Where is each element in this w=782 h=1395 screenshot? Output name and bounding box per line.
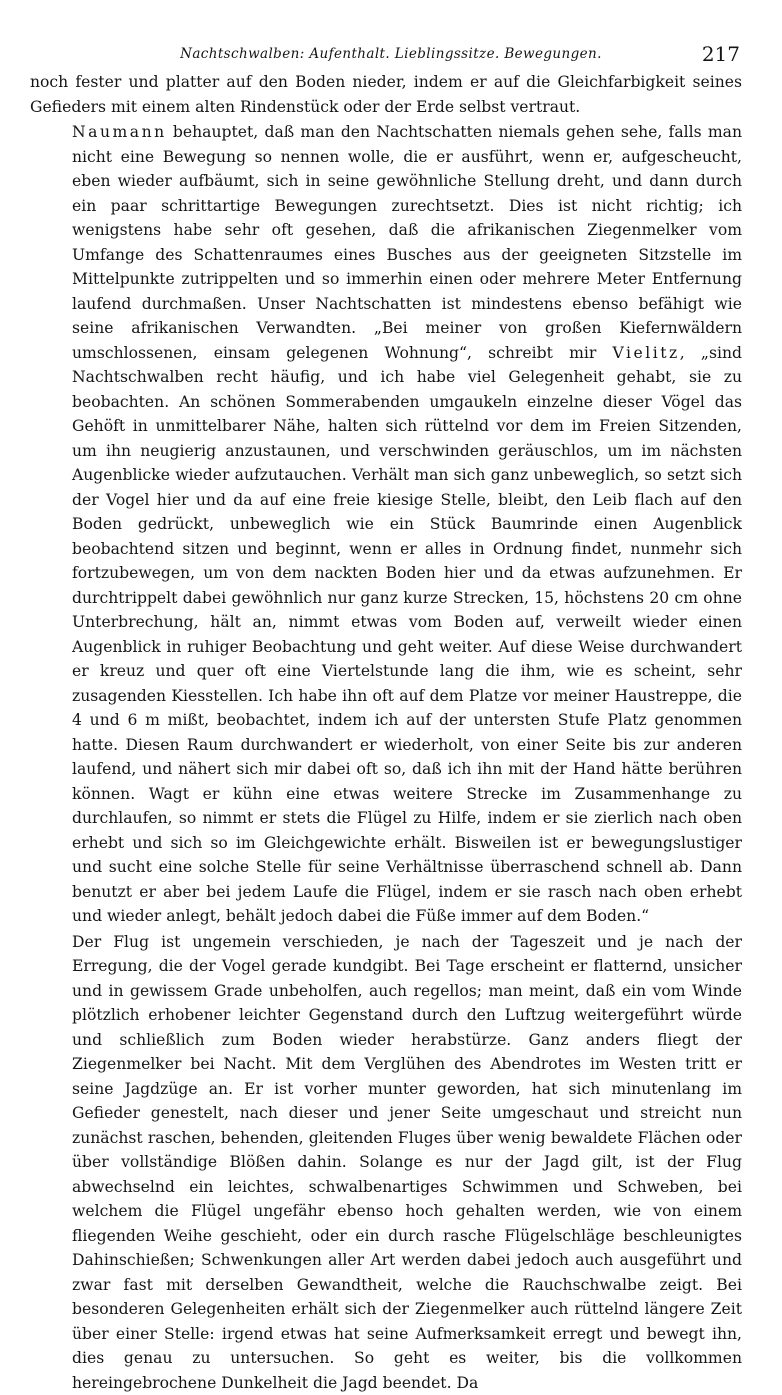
paragraph-1-first-line: noch fester und platter auf den Boden nieder, indem er auf die Gleichfarbigkeit seines <box>30 73 742 91</box>
author-name-vielitz: Vielitz <box>613 344 680 362</box>
paragraph-2-text-a: behauptet, daß man den Nachtschatten niemals gehen sehe, falls man nicht eine Bewegung so nennen wolle, die er ausführt, wenn er, aufgescheucht, eben wieder aufbäumt, sich in seine gewöhnliche Stellung dreht, und dann durch ein paar schrittartige Bewegungen zurechtsetzt. Dies ist nicht richtig; ich wenigstens habe sehr oft gesehen, daß die afrikanischen Ziegenmelker vom Umfange des Schattenraumes eines Busches aus der geeigneten Sitzstelle im Mittelpunkte zutrippelten und so immerhin einen oder mehrere Meter Entfernung laufend durchmaßen. Unser Nachtschatten ist mindestens ebenso befähigt wie seine afrikanischen Verwandten. „Bei meiner von großen Kiefernwäldern umschlossenen, einsam gelegenen Wohnung“, schreibt mir <box>72 123 742 362</box>
page-number: 217 <box>702 42 740 66</box>
paragraph-1 <box>30 70 742 119</box>
paragraph-3: Der Flug ist ungemein verschieden, je nach der Tageszeit und je nach der Erregung, die der Vogel gerade kundgibt. Bei Tage erscheint er flatternd, unsicher und in gewissem Grade unbeholfen, auch regellos; man meint, daß ein vom Winde plötzlich erhobener leichter Gegenstand durch den Luftzug weitergeführt würde und schließlich zum Boden wieder herabstürze. Ganz anders fliegt der Ziegenmelker bei Nacht. Mit dem Verglühen des Abendrotes im Westen tritt er seine Jagdzüge an. Er ist vorher munter geworden, hat sich minutenlang im Gefieder genestelt, nach dieser und jener Seite umgeschaut und streicht nun zunächst raschen, behenden, gleitenden Fluges über wenig bewaldete Flächen oder über vollständige Blößen dahin. Solange es nur der Jagd gilt, ist der Flug abwechselnd ein leichtes, schwalbenartiges Schwimmen und Schweben, bei welchem die Flügel ungefähr ebenso hoch gehalten werden, wie von einem fliegenden Weihe geschieht, oder ein durch rasche Flügelschläge beschleunigtes Dahinschießen; Schwenkungen aller Art werden dabei jedoch auch ausgeführt und zwar fast mit derselben Gewandtheit, welche die Rauchschwalbe zeigt. Bei besonderen Gelegenheiten erhält sich der Ziegenmelker auch rüttelnd längere Zeit über einer Stelle: irgend etwas hat seine Aufmerksamkeit erregt und bewegt ihn, dies genau zu untersuchen. So geht es weiter, bis die vollkommen hereingebrochene Dunkelheit die Jagd beendet. Da <box>30 930 742 1395</box>
paragraph-2-text-b: , „sind Nachtschwalben recht häufig, und ich habe viel Gelegenheit gehabt, sie zu beobachten. An schönen Sommerabenden umgaukeln einzelne dieser Vögel das Gehöft in unmittelbarer Nähe, halten sich rüttelnd vor dem im Freien Sitzenden, um ihn neugierig anzustaunen, und verschwinden geräuschlos, um im nächsten Augenblicke wieder aufzutauchen. Verhält man sich ganz unbeweglich, so setzt sich der Vogel hier und da auf eine freie kiesige Stelle, bleibt, den Leib flach auf den Boden gedrückt, unbeweglich wie ein Stück Baumrinde einen Augenblick beobachtend sitzen und beginnt, wenn er alles in Ordnung findet, nunmehr sich fortzubewegen, um von dem nackten Boden hier und da etwas aufzunehmen. Er durchtrippelt dabei gewöhnlich nur ganz kurze Strecken, 15, höchstens 20 cm ohne Unterbrechung, hält an, nimmt etwas vom Boden auf, verweilt wieder einen Augenblick in ruhiger Beobachtung und geht weiter. Auf diese Weise durchwandert er kreuz und quer oft eine Viertelstunde lang die ihm, wie es scheint, sehr zusagenden Kiesstellen. Ich habe ihn oft auf dem Platze vor meiner Haustreppe, die 4 und 6 m mißt, beobachtet, indem ich auf der untersten Stufe Platz genommen hatte. Diesen Raum durchwandert er wiederholt, von einer Seite bis zur anderen laufend, und nähert sich mir dabei oft so, daß ich ihn mit der Hand hätte berühren können. Wagt er kühn eine etwas weitere Strecke im Zusammenhange zu durchlaufen, so nimmt er stets die Flügel zu Hilfe, indem er sie zierlich nach oben erhebt und sich so im Gleichgewichte erhält. Bisweilen ist er bewegungslustiger und sucht eine solche Stelle für seine Verhältnisse überraschend schnell ab. Dann benutzt er aber bei jedem Laufe die Flügel, indem er sie rasch nach oben erhebt und wieder anlegt, behält jedoch dabei die Füße immer auf dem Boden.“ <box>72 344 742 926</box>
page-header <box>0 42 782 72</box>
body-text <box>30 70 742 1395</box>
author-name-naumann: Naumann <box>72 123 167 141</box>
paragraph-1-rest: Gefieders mit einem alten Rindenstück oder der Erde selbst vertraut. <box>30 98 580 116</box>
running-head: Nachtschwalben: Aufenthalt. Lieblingssitze. Bewegungen. <box>0 46 782 62</box>
paragraph-2 <box>30 120 742 929</box>
